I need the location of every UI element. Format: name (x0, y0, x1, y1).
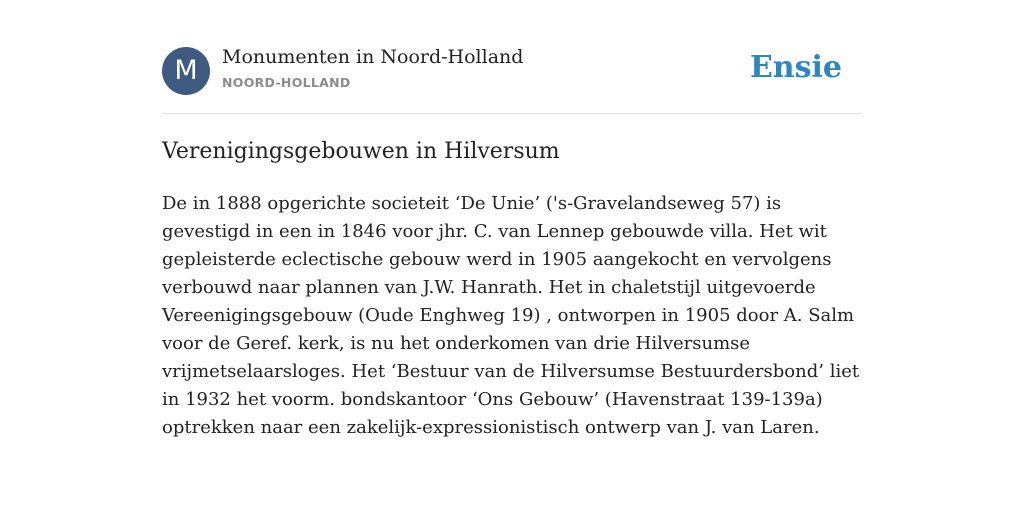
collection-title[interactable]: Monumenten in Noord-Holland (222, 46, 524, 68)
divider (162, 113, 862, 114)
brand-logo[interactable]: Ensie (749, 50, 842, 85)
avatar[interactable]: M (162, 47, 210, 95)
collection-subtitle[interactable]: NOORD-HOLLAND (222, 75, 351, 90)
header (162, 46, 862, 96)
article-title: Verenigingsgebouwen in Hilversum (162, 139, 560, 164)
article-body: De in 1888 opgerichte societeit ‘De Unie’ ('s-Gravelandseweg 57) is gevestigd in een in 1846 voor jhr. C. van Lennep gebouwde villa. Het wit gepleisterde eclectische gebouw werd in 1905 aangekocht en vervolgens verbouwd naar plannen van J.W. Hanrath. Het in chaletstijl uitgevoerde Vereenigingsgebouw (Oude Enghweg 19) , ontworpen in 1905 door A. Salm voor de Geref. kerk, is nu het onderkomen van drie Hilversumse vrijmetselaarsloges. Het ‘Bestuur van de Hilversumse Bestuurdersbond’ liet in 1932 het voorm. bondskantoor ‘Ons Gebouw’ (Havenstraat 139-139a) optrekken naar een zakelijk-expressionistisch ontwerp van J. van Laren. (162, 193, 860, 438)
